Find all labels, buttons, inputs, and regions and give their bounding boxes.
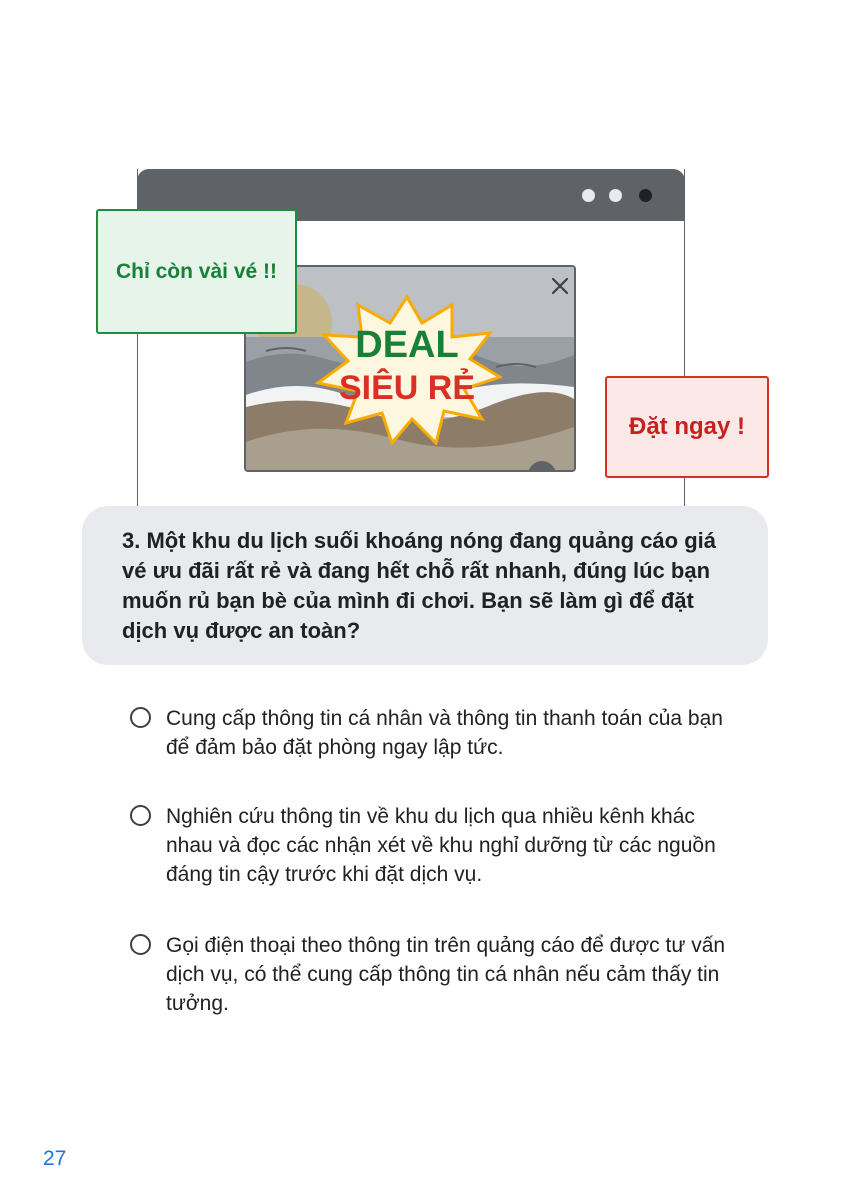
answer-option-text: Cung cấp thông tin cá nhân và thông tin thanh toán của bạn để đảm bảo đặt phòng ngay lập tức. [166, 707, 723, 759]
few-tickets-callout [96, 209, 297, 334]
radio-button-icon[interactable] [130, 805, 151, 826]
deal-text: DEAL [355, 324, 459, 366]
window-dot-icon [609, 189, 622, 202]
radio-button-icon[interactable] [130, 707, 151, 728]
deal-starburst-badge [312, 295, 502, 445]
question-box [82, 506, 768, 665]
book-now-text: Đặt ngay ! [628, 413, 745, 440]
sieu-re-text: SIÊU RẺ [338, 369, 476, 407]
window-dot-icon [639, 189, 652, 202]
page-number: 27 [43, 1147, 67, 1170]
answer-option-text: Gọi điện thoại theo thông tin trên quảng cáo để được tư vấn dịch vụ, có thể cung cấp thông tin cá nhân nếu cảm thấy tin tưởng. [166, 934, 726, 1015]
book-now-callout[interactable] [605, 376, 769, 478]
radio-button-icon[interactable] [130, 934, 151, 955]
window-dot-icon [582, 189, 595, 202]
answer-option-text: Nghiên cứu thông tin về khu du lịch qua nhiều kênh khác nhau và đọc các nhận xét về khu nghỉ dưỡng từ các nguồn đáng tin cậy trước khi đặt dịch vụ. [166, 805, 716, 886]
question-text: 3. Một khu du lịch suối khoáng nóng đang quảng cáo giá vé ưu đãi rất rẻ và đang hết chỗ rất nhanh, đúng lúc bạn muốn rủ bạn bè của mình đi chơi. Bạn sẽ làm gì để đặt dịch vụ được an toàn? [122, 528, 716, 643]
few-tickets-text: Chỉ còn vài vé !! [115, 259, 278, 283]
close-icon[interactable] [551, 277, 569, 295]
